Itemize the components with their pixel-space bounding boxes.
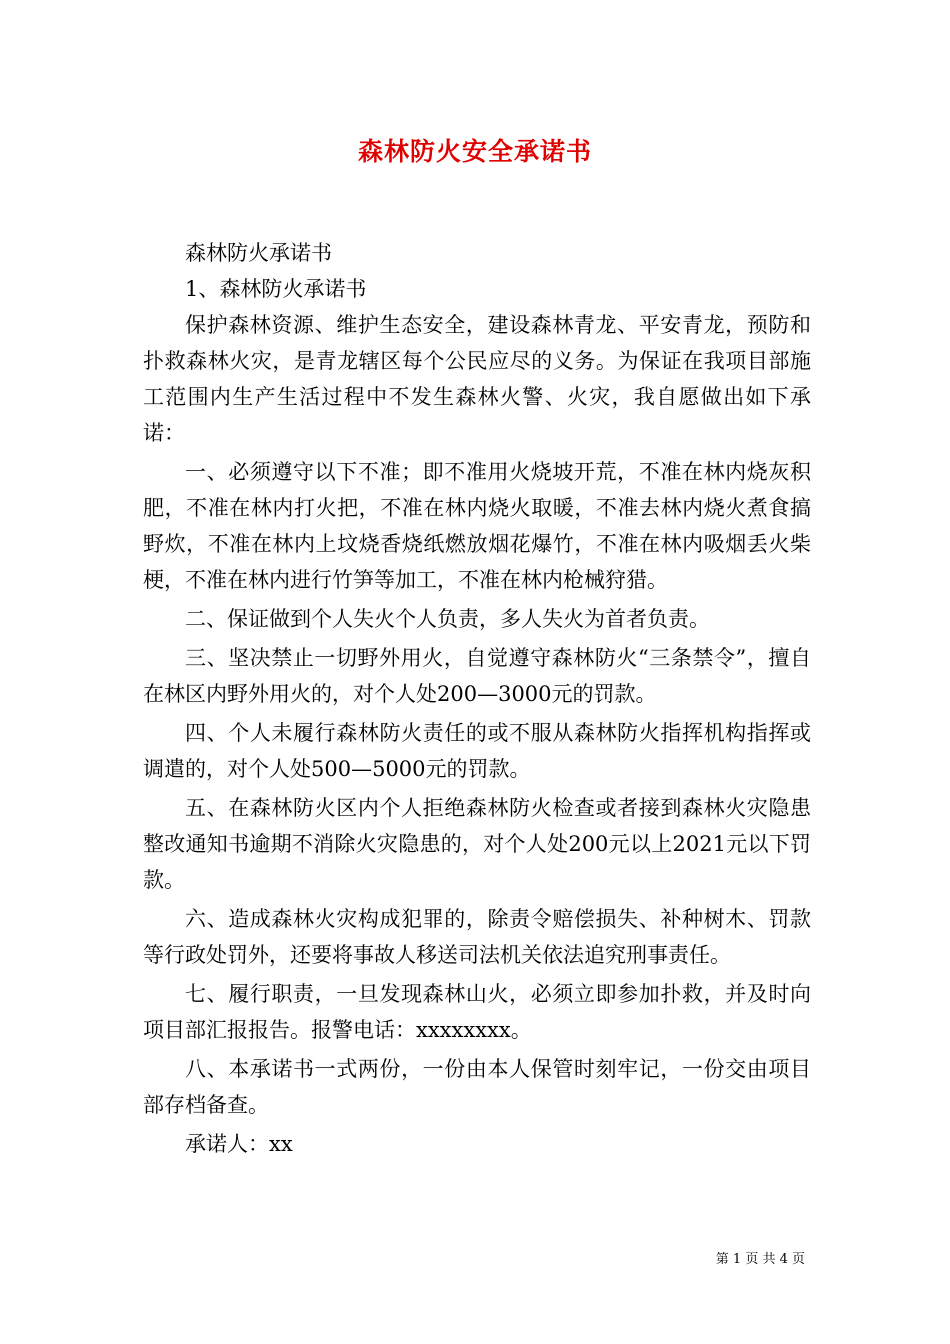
signature-line: 承诺人：xx — [185, 1132, 293, 1156]
paragraph-subheading: 1、森林防火承诺书 — [185, 277, 367, 301]
paragraph-item-2: 二、保证做到个人失火个人负责，多人失火为首者负责。 — [185, 607, 710, 631]
paragraph-intro: 保护森林资源、维护生态安全，建设森林青龙、平安青龙，预防和扑救森林火灾，是青龙辖区每个公民应尽的义务。为保证在我项目部施工范围内生产生活过程中不发生森林火警、火灾，我自愿做出如下承诺： — [143, 313, 811, 445]
paragraph-item-5: 五、在森林防火区内个人拒绝森林防火检查或者接到森林火灾隐患整改通知书逾期不消除火灾隐患的，对个人处200元以上2021元以下罚款。 — [143, 796, 811, 892]
paragraph-item-3: 三、坚决禁止一切野外用火，自觉遵守森林防火“三条禁令”，擅自在林区内野外用火的，对个人处200—3000元的罚款。 — [143, 646, 811, 706]
paragraph-heading: 森林防火承诺书 — [185, 241, 332, 265]
document-body — [143, 235, 811, 1162]
document-title: 森林防火安全承诺书 — [357, 137, 592, 166]
paragraph-item-7: 七、履行职责，一旦发现森林山火，必须立即参加扑救，并及时向项目部汇报报告。报警电话：xxxxxxxx。 — [143, 982, 811, 1042]
page-number: 第 1 页 共 4 页 — [715, 1252, 805, 1267]
paragraph-item-6: 六、造成森林火灾构成犯罪的，除责令赔偿损失、补种树木、罚款等行政处罚外，还要将事故人移送司法机关依法追究刑事责任。 — [143, 907, 811, 967]
paragraph-item-4: 四、个人未履行森林防火责任的或不服从森林防火指挥机构指挥或调遣的，对个人处500—5000元的罚款。 — [143, 721, 811, 781]
paragraph-item-8: 八、本承诺书一式两份，一份由本人保管时刻牢记，一份交由项目部存档备查。 — [143, 1057, 811, 1117]
paragraph-item-1: 一、必须遵守以下不准；即不准用火烧坡开荒，不准在林内烧灰积肥，不准在林内打火把，不准在林内烧火取暖，不准去林内烧火煮食搞野炊，不准在林内上坟烧香烧纸燃放烟花爆竹，不准在林内吸烟丢火柴梗，不准在林内进行竹笋等加工，不准在林内枪械狩猎。 — [143, 460, 811, 592]
